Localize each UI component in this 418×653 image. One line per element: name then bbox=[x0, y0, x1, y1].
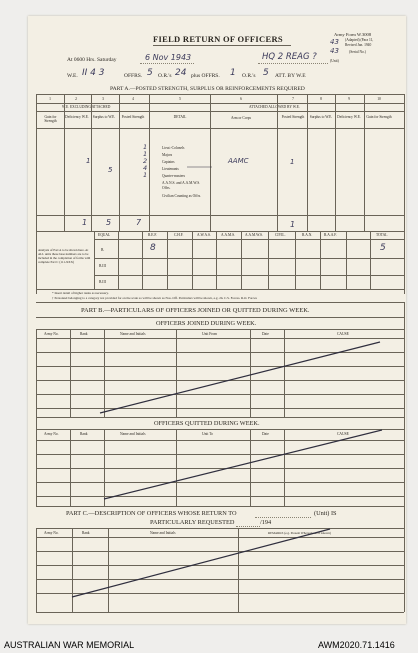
part-c-line2: PARTICULARLY REQUESTED bbox=[150, 519, 235, 526]
col-head-deficiency-r: Deficiency W.E. bbox=[337, 115, 361, 119]
col-head-surplus-r: Surplus to W.E. bbox=[309, 115, 333, 119]
analysis-head-chf: C.H.F. bbox=[174, 233, 184, 237]
detail-lt-colonels: Lieut.-Colonels bbox=[162, 146, 185, 150]
ors2-hand: 5 bbox=[263, 68, 269, 78]
footer-institution: AUSTRALIAN WAR MEMORIAL bbox=[4, 640, 135, 650]
date-hand: 6 Nov 1943 bbox=[145, 53, 192, 62]
army-form-label: Army Form W.3008 bbox=[334, 32, 372, 37]
part-c-head-army: Army No. bbox=[44, 531, 59, 535]
revised-label: Revised Jan. 1940 bbox=[345, 43, 372, 47]
detail-lieutenants: Lieutenants bbox=[162, 167, 179, 171]
hand-arm: AAMC bbox=[228, 157, 249, 165]
detail-civilian: Civilian Counting as Offrs. bbox=[162, 194, 202, 198]
hand-col4-2: 2 bbox=[143, 157, 148, 165]
col-head-posted: Posted Strength bbox=[121, 115, 145, 119]
analysis-row-bii: B.III bbox=[99, 264, 106, 268]
col-num-6: 6 bbox=[240, 97, 242, 101]
joined-title: OFFICERS JOINED DURING WEEK. bbox=[156, 320, 257, 327]
analysis-head-total: TOTAL bbox=[376, 233, 388, 237]
cancel-stroke-part-c bbox=[72, 529, 330, 597]
col-head-gain-r: Gain for Strength bbox=[366, 115, 392, 119]
part-b-title: PART B.—PARTICULARS OF OFFICERS JOINED OR QUITTED DURING WEEK. bbox=[81, 307, 310, 314]
ors-label: O.R.'s bbox=[158, 73, 172, 79]
att-label: ATT. BY W.E bbox=[275, 73, 306, 79]
detail-captains: Captains bbox=[162, 160, 175, 164]
joined-head-name: Name and Initials bbox=[120, 332, 146, 336]
cancel-stroke-joined bbox=[100, 342, 380, 413]
analysis-hand-total: 5 bbox=[380, 243, 386, 253]
analysis-head-awas: A.W.A.S. bbox=[197, 233, 211, 237]
form-title: FIELD RETURN OF OFFICERS bbox=[153, 34, 283, 44]
hand-col4-0: 1 bbox=[143, 143, 148, 151]
quitted-head-army: Army No. bbox=[44, 432, 59, 436]
note-1: * Insert detail of higher ranks as necessary. bbox=[52, 291, 109, 295]
col-num-2: 2 bbox=[75, 97, 77, 101]
total-col2: 1 bbox=[82, 218, 88, 227]
offrs-hand: 5 bbox=[147, 68, 153, 78]
part-c-head-remarks: REMARKS (e.g. Present Whereabouts if known) bbox=[268, 531, 331, 535]
part-c-head-name: Name and Initials bbox=[150, 531, 176, 535]
hand-col3: 5 bbox=[108, 166, 113, 174]
analysis-row-biii: B.III bbox=[99, 280, 106, 284]
detail-aans: A.A.N.S. and A.A.M.W.S. Offrs. bbox=[162, 181, 201, 190]
detail-head: DETAIL bbox=[173, 115, 187, 119]
we-excluding-label: W.E. EXCLUDING ATTACHED bbox=[62, 105, 111, 109]
arm-head: Arm or Corps bbox=[231, 116, 251, 120]
hand-col4-3: 4 bbox=[143, 164, 148, 172]
analysis-label: Analysis of Part A to be shown here. At ALL units these base numbers are to be included in the completion of forms with complete Part C (111-XXX) bbox=[38, 248, 91, 264]
note-2: † Personnel belonging to a category not provided for on the scale so will be shown as Nos. Off. Particulars will be shown, e.g. 2G C.S. Forces. R.O. Forces bbox=[52, 296, 257, 300]
quitted-head-unit: Unit To bbox=[202, 432, 213, 436]
joined-head-unit: Unit From bbox=[202, 332, 218, 336]
quitted-head-rank: Rank bbox=[80, 432, 88, 436]
serial-label: (Serial No.) bbox=[349, 50, 366, 54]
col-head-surplus: Surplus to W.E. bbox=[92, 115, 116, 119]
hand-col4-4: 1 bbox=[143, 171, 148, 179]
unit-hand: HQ 2 REAG ? bbox=[262, 52, 317, 62]
analysis-head-civil: CIVIL. bbox=[275, 233, 286, 237]
col-num-3: 3 bbox=[102, 97, 104, 101]
part-c-title: PART C.—DESCRIPTION OF OFFICERS WHOSE RETURN TO bbox=[66, 510, 237, 517]
plus-offrs-label: plus OFFRS. bbox=[191, 73, 220, 79]
analysis-head-ref: R.E.F. bbox=[148, 233, 157, 237]
adapted-label: (Adapted) (Para 11, bbox=[345, 38, 374, 42]
we-label: W.E. bbox=[67, 73, 78, 79]
part-a-title: PART A.—POSTED STRENGTH, SURPLUS OR REINFORCEMENTS REQUIRED bbox=[110, 86, 305, 92]
attached-allowed-label: ATTACHED ALLOWED BY W.E. bbox=[249, 105, 300, 109]
hand-col7: 1 bbox=[290, 158, 295, 166]
hand-col2: 1 bbox=[86, 157, 91, 165]
ors-hand: 24 bbox=[175, 68, 187, 78]
col-head-gain: Gain for Strength bbox=[44, 115, 57, 123]
plus-offrs-hand: 1 bbox=[230, 68, 236, 78]
col-head-deficiency: Deficiency W.E. bbox=[65, 115, 89, 119]
total-col3: 5 bbox=[106, 218, 112, 227]
analysis-head-ran: R.A.N. bbox=[302, 233, 313, 237]
joined-head-rank: Rank bbox=[80, 332, 88, 336]
col-num-7: 7 bbox=[292, 97, 294, 101]
analysis-head-equal: EQUAL bbox=[98, 233, 111, 237]
joined-head-cause: CAUSE bbox=[337, 332, 349, 336]
analysis-hand-ref: 8 bbox=[150, 243, 156, 253]
quitted-head-cause: CAUSE bbox=[337, 432, 349, 436]
cancel-stroke-quitted bbox=[104, 430, 382, 499]
at-line: At 0600 Hrs. Saturday bbox=[67, 57, 117, 63]
serial-hand-bottom: 43 bbox=[330, 47, 339, 55]
joined-head-army: Army No. bbox=[44, 332, 59, 336]
part-c-year: /194 bbox=[260, 519, 272, 526]
part-c-head-rank: Rank bbox=[82, 531, 90, 535]
total-col7: 1 bbox=[290, 220, 296, 229]
joined-head-date: Date bbox=[262, 332, 269, 336]
col-num-8: 8 bbox=[320, 97, 322, 101]
analysis-head-aams: A.A.M.S. bbox=[221, 233, 235, 237]
analysis-head-raaf: R.A.A.F. bbox=[324, 233, 337, 237]
col-num-10: 10 bbox=[377, 97, 381, 101]
analysis-row-b: B. bbox=[101, 248, 105, 252]
col-num-4: 4 bbox=[132, 97, 134, 101]
unit-label: (Unit) bbox=[330, 59, 339, 63]
col-head-posted-r: Posted Strength bbox=[281, 115, 305, 119]
hand-col4-1: 1 bbox=[143, 150, 148, 158]
serial-hand-top: 43 bbox=[330, 38, 339, 46]
total-col4: 7 bbox=[136, 218, 142, 227]
analysis-head-aamws: A.A.M.W.S. bbox=[245, 233, 263, 237]
part-c-unit: (Unit) IS bbox=[314, 510, 337, 517]
detail-majors: Majors bbox=[162, 153, 173, 157]
detail-quartermasters: Quarter-masters bbox=[162, 174, 186, 178]
quitted-head-name: Name and Initials bbox=[120, 432, 146, 436]
col-num-5: 5 bbox=[179, 97, 181, 101]
col-num-1: 1 bbox=[49, 97, 51, 101]
offrs-label: OFFRS. bbox=[124, 73, 143, 79]
quitted-head-date: Date bbox=[262, 432, 269, 436]
ors2-label: O.R.'s bbox=[242, 73, 256, 79]
col-num-9: 9 bbox=[348, 97, 350, 101]
we-hand: II 4 3 bbox=[82, 68, 105, 78]
quitted-title: OFFICERS QUITTED DURING WEEK. bbox=[154, 420, 260, 427]
footer-accession: AWM2020.71.1416 bbox=[318, 640, 395, 650]
